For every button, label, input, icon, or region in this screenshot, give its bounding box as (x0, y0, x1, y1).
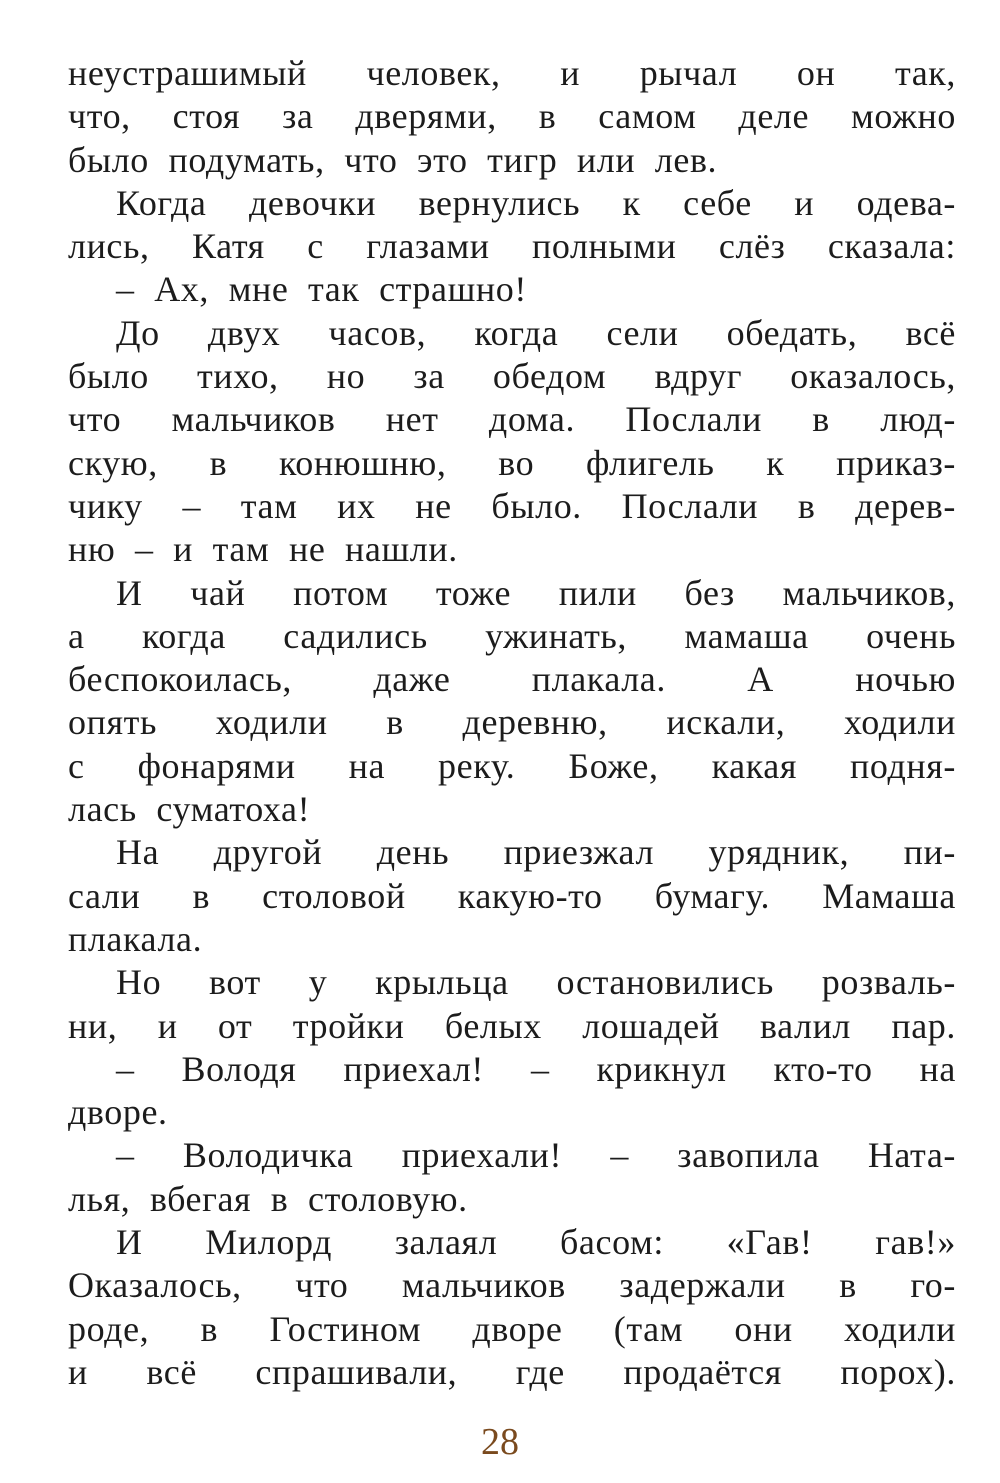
text-line: И чай потом тоже пили без мальчиков, (116, 572, 956, 613)
text-line: беспокоилась, даже плакала. А ночью (68, 659, 956, 700)
text-line: дворе. (68, 1092, 168, 1133)
text-line: было подумать, что это тигр или лев. (68, 139, 718, 180)
text-line: Когда девочки вернулись к себе и одева- (116, 182, 956, 223)
page-number: 28 (481, 1421, 519, 1463)
text-line: роде, в Гостином дворе (там они ходили (68, 1308, 956, 1349)
text-line: лья, вбегая в столовую. (68, 1178, 468, 1219)
text-line: скую, в конюшню, во флигель к приказ- (68, 442, 956, 483)
text-line: – Володичка приехали! – завопила Ната- (116, 1135, 956, 1176)
text-line: а когда садились ужинать, мамаша очень (68, 615, 956, 656)
text-line: И Милорд залаял басом: «Гав! гав!» (116, 1222, 956, 1263)
text-line: ни, и от тройки белых лошадей валил пар. (68, 1005, 956, 1046)
text-line: что мальчиков нет дома. Послали в люд- (68, 399, 956, 440)
text-line: опять ходили в деревню, искали, ходили (68, 702, 956, 743)
text-line: неустрашимый человек, и рычал он так, (68, 53, 956, 93)
text-line: что, стоя за дверями, в самом деле можно (68, 96, 956, 137)
text-line: – Володя приехал! – крикнул кто-то на (116, 1048, 956, 1089)
text-line: с фонарями на реку. Боже, какая подня- (68, 745, 956, 786)
text-line: лись, Катя с глазами полными слёз сказала: (68, 226, 956, 267)
text-line: ню – и там не нашли. (68, 529, 458, 570)
text-line: – Ах, мне так страшно! (116, 269, 527, 310)
text-line: чику – там их не было. Послали в дерев- (68, 485, 956, 526)
text-line: было тихо, но за обедом вдруг оказалось, (68, 356, 956, 397)
text-line: Но вот у крыльца остановились розваль- (116, 962, 956, 1003)
text-line: плакала. (68, 918, 203, 959)
body-text (68, 52, 956, 1394)
text-line: На другой день приезжал урядник, пи- (116, 832, 956, 873)
text-line: и всё спрашивали, где продаётся порох). (68, 1351, 956, 1392)
text-line: сали в столовой какую-то бумагу. Мамаша (68, 875, 956, 916)
text-line: До двух часов, когда сели обедать, всё (116, 312, 956, 353)
text-line: Оказалось, что мальчиков задержали в го- (68, 1265, 956, 1306)
text-line: лась суматоха! (68, 789, 311, 830)
